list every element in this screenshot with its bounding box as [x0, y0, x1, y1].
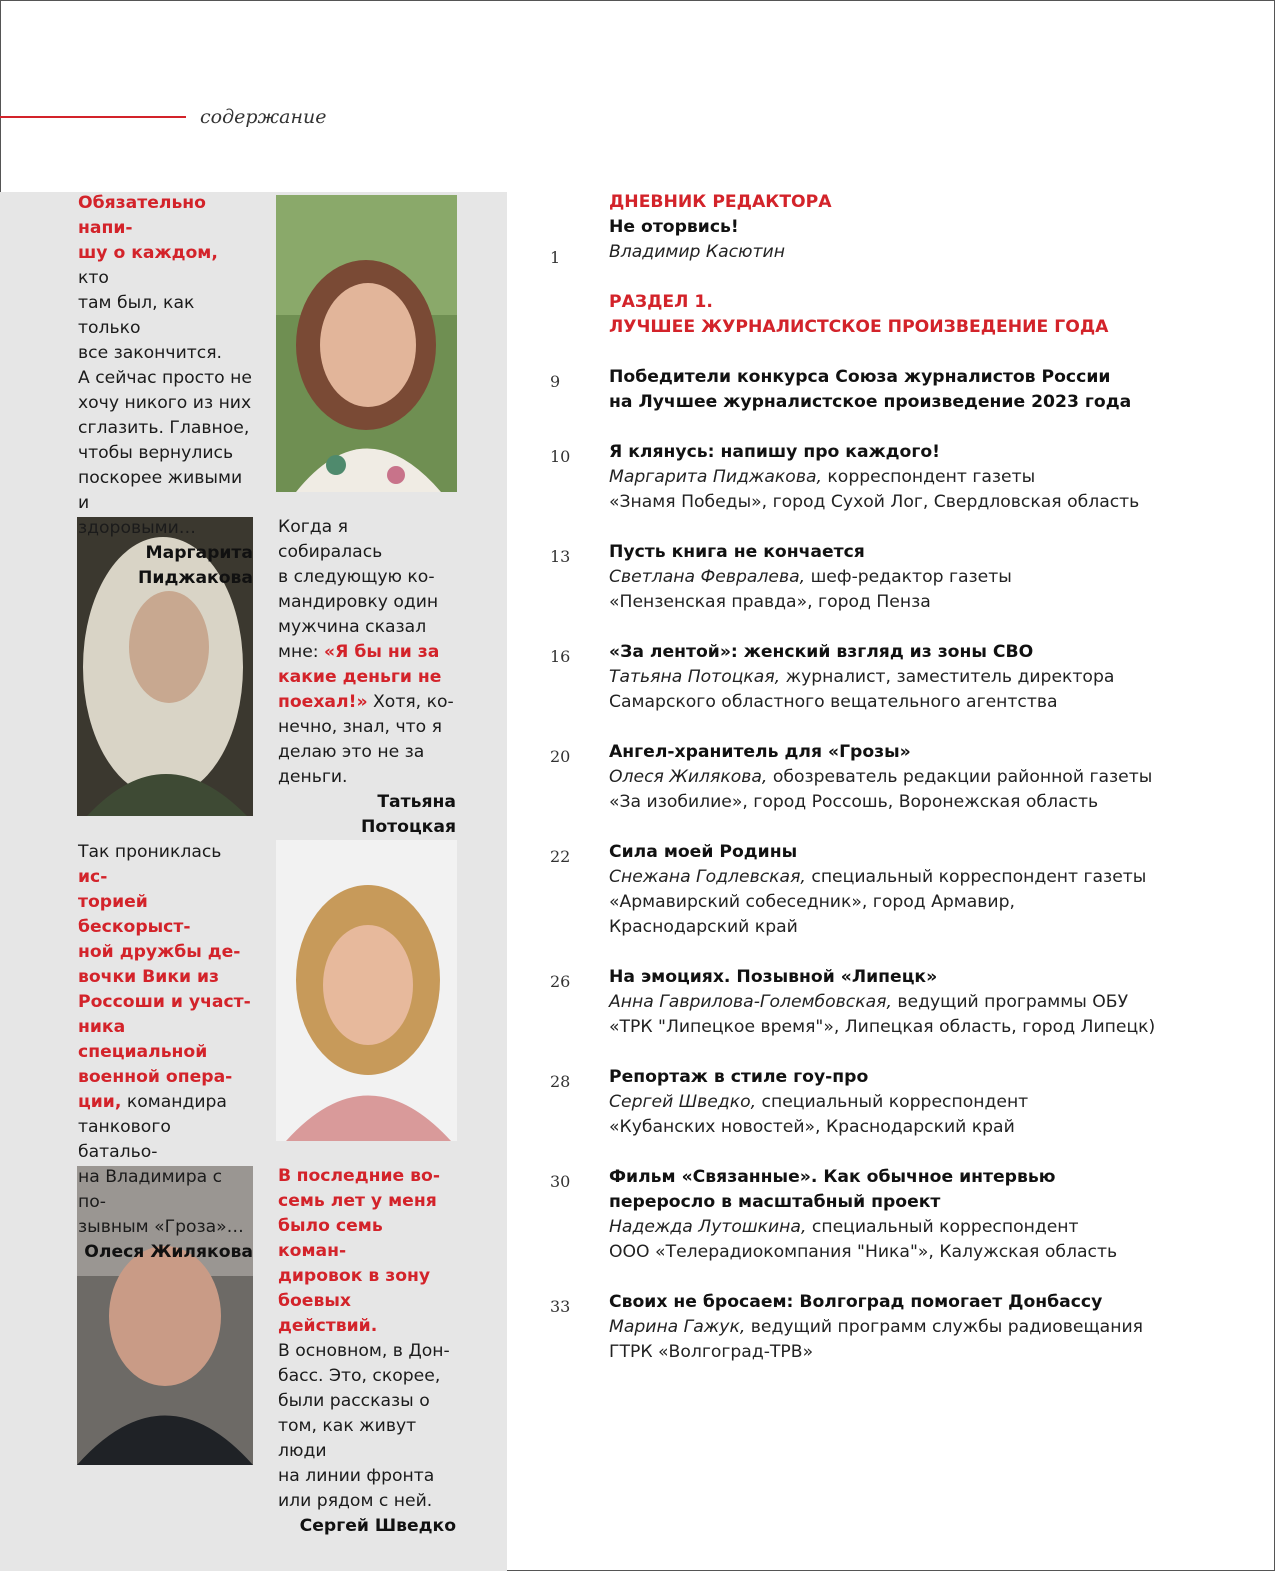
entry-desc: специальный корреспондент — [761, 1092, 1029, 1112]
quote-4-author: Сергей Шведко — [299, 1516, 456, 1536]
entry-desc: ведущий программ службы радиовещания — [750, 1317, 1143, 1337]
entry-title: на Лучшее журналистское произведение 2023 года — [609, 392, 1132, 412]
q3-highlight: ции, — [78, 1092, 122, 1112]
q4-highlight: боевых действий. — [278, 1291, 378, 1336]
q2-highlight: поехал!» — [278, 692, 368, 712]
q3-text: зывным «Гроза»… — [78, 1217, 244, 1237]
author-line: Маргарита — [145, 543, 253, 563]
q4-text: или рядом с ней. — [278, 1491, 433, 1511]
q2-text: мужчина сказал — [278, 617, 427, 637]
q2-text: мне: — [278, 642, 319, 662]
q3-text: танкового батальо- — [78, 1117, 171, 1162]
entry-desc: ООО «Телерадиокомпания "Ника"», Калужская область — [609, 1242, 1118, 1262]
q1-text: чтобы вернулись — [78, 443, 234, 463]
page-number: 10 — [550, 447, 571, 466]
author-line: Татьяна — [377, 792, 456, 812]
page-number: 13 — [550, 547, 571, 566]
entry-title: Не оторвись! — [609, 217, 739, 237]
quote-3-author: Олеся Жилякова — [84, 1242, 253, 1262]
q1-text: кто — [78, 268, 109, 288]
page-number: 33 — [550, 1297, 571, 1316]
portrait-photo-1 — [276, 195, 457, 492]
section-heading-line: ЛУЧШЕЕ ЖУРНАЛИСТСКОЕ ПРОИЗВЕДЕНИЕ ГОДА — [609, 317, 1109, 337]
page-number: 30 — [550, 1172, 571, 1191]
entry-desc: корреспондент газеты — [827, 467, 1036, 487]
entry-title: На эмоциях. Позывной «Липецк» — [609, 967, 938, 987]
entry-title: Фильм «Связанные». Как обычное интервью — [609, 1167, 1056, 1187]
entry-title: Пусть книга не кончается — [609, 542, 865, 562]
entry-desc: «Пензенская правда», город Пенза — [609, 592, 931, 612]
entry-author: Олеся Жилякова, — [609, 767, 768, 787]
q2-text: делаю это не за — [278, 742, 425, 762]
q4-text: были рассказы о — [278, 1391, 430, 1411]
page-number: 22 — [550, 847, 571, 866]
q1-hl-line: шу о каждом, — [78, 243, 218, 263]
q1-text: все закончится. — [78, 343, 223, 363]
entry-desc: «ТРК "Липецкое время"», Липецкая область, город Липецк) — [609, 1017, 1156, 1037]
q2-text: в следующую ко- — [278, 567, 435, 587]
header-rule — [0, 116, 186, 118]
section-1-heading — [609, 290, 1108, 340]
q3-text: Так прониклась — [78, 842, 222, 862]
q1-text: хочу никого из них — [78, 393, 252, 413]
quote-1-author — [78, 541, 253, 591]
quote-block-1 — [78, 191, 253, 591]
quote-1-highlight — [78, 193, 218, 263]
q4-text: на линии фронта — [278, 1466, 435, 1486]
entry-title: Репортаж в стиле гоу-про — [609, 1067, 869, 1087]
entry-title: Сила моей Родины — [609, 842, 798, 862]
q4-text: том, как живут люди — [278, 1416, 417, 1461]
q3-highlight: военной опера- — [78, 1067, 233, 1087]
entry-author: Снежана Годлевская, — [609, 867, 806, 887]
entry-title: Я клянусь: напишу про каждого! — [609, 442, 940, 462]
q2-text: нечно, знал, что я — [278, 717, 442, 737]
portrait-photo-3 — [276, 840, 457, 1141]
quote-block-2 — [278, 515, 456, 840]
q4-highlight: было семь коман- — [278, 1216, 383, 1261]
q2-text: деньги. — [278, 767, 348, 787]
entry-author: Анна Гаврилова-Голембовская, — [609, 992, 892, 1012]
entry-author: Марина Гажук, — [609, 1317, 746, 1337]
entry-desc: ГТРК «Волгоград-ТРВ» — [609, 1342, 814, 1362]
entry-desc: Самарского областного вещательного агентства — [609, 692, 1058, 712]
entry-desc: шеф-редактор газеты — [810, 567, 1012, 587]
entry-title: Победители конкурса Союза журналистов России — [609, 367, 1111, 387]
entry-title: Своих не бросаем: Волгоград помогает Донбассу — [609, 1292, 1103, 1312]
q1-text: А сейчас просто не — [78, 368, 252, 388]
entry-desc: «За изобилие», город Россошь, Воронежская область — [609, 792, 1099, 812]
quote-block-4 — [278, 1164, 456, 1539]
q2-highlight: «Я бы ни за — [324, 642, 440, 662]
q2-highlight: какие деньги не — [278, 667, 442, 687]
q3-highlight: ис- — [78, 867, 108, 887]
entry-author: Маргарита Пиджакова, — [609, 467, 822, 487]
q2-text: Хотя, ко- — [373, 692, 454, 712]
q3-highlight: Россоши и участ- — [78, 992, 251, 1012]
entry-desc: журналист, заместитель директора — [785, 667, 1115, 687]
page-number: 26 — [550, 972, 571, 991]
entry-desc: «Знамя Победы», город Сухой Лог, Свердловская область — [609, 492, 1140, 512]
entry-author: Надежда Лутошкина, — [609, 1217, 807, 1237]
entry-author: Владимир Касютин — [609, 242, 785, 262]
q3-highlight: ника специальной — [78, 1017, 208, 1062]
entry-desc: Краснодарский край — [609, 917, 798, 937]
q1-text: здоровыми… — [78, 518, 196, 538]
q4-highlight: последние во- — [296, 1166, 440, 1186]
quote-block-3 — [78, 840, 253, 1265]
q4-text: басс. Это, скорее, — [278, 1366, 441, 1386]
q3-highlight: торией бескорыст- — [78, 892, 191, 937]
section-heading-line: РАЗДЕЛ 1. — [609, 292, 713, 312]
author-line: Пиджакова — [138, 568, 253, 588]
q4-text: В — [278, 1166, 292, 1186]
page-number: 28 — [550, 1072, 571, 1091]
entry-author: Светлана Февралева, — [609, 567, 806, 587]
q1-text: там был, как только — [78, 293, 195, 338]
entry-title: переросло в масштабный проект — [609, 1192, 941, 1212]
entry-title: Ангел-хранитель для «Грозы» — [609, 742, 911, 762]
q1-text: поскорее живыми и — [78, 468, 243, 513]
page-number: 9 — [550, 372, 561, 391]
entry-desc: специальный корреспондент — [811, 1217, 1079, 1237]
author-line: Потоцкая — [360, 817, 456, 837]
entry-desc: «Армавирский собеседник», город Армавир, — [609, 892, 1015, 912]
q1-hl-line: Обязательно напи- — [78, 193, 206, 238]
q4-highlight: семь лет у меня — [278, 1191, 437, 1211]
page-number: 20 — [550, 747, 571, 766]
page-title: содержание — [200, 106, 327, 128]
quote-2-author — [278, 790, 456, 840]
q3-text: на Владимира с по- — [78, 1167, 223, 1212]
q4-highlight: дировок в зону — [278, 1266, 431, 1286]
entry-desc: ведущий программы ОБУ — [897, 992, 1129, 1012]
q3-highlight: ной дружбы де- — [78, 942, 241, 962]
entry-desc: обозреватель редакции районной газеты — [772, 767, 1153, 787]
page-number: 1 — [550, 248, 561, 267]
entry-desc: специальный корреспондент газеты — [811, 867, 1147, 887]
q3-highlight: вочки Вики из — [78, 967, 220, 987]
entry-author: Татьяна Потоцкая, — [609, 667, 781, 687]
q2-text: мандировку один — [278, 592, 439, 612]
entry-author: Сергей Шведко, — [609, 1092, 757, 1112]
q1-text: сглазить. Главное, — [78, 418, 250, 438]
q4-text: В основном, в Дон- — [278, 1341, 450, 1361]
entry-desc: «Кубанских новостей», Краснодарский край — [609, 1117, 1015, 1137]
q2-text: Когда я собиралась — [278, 517, 383, 562]
q3-text: командира — [126, 1092, 227, 1112]
page-number: 16 — [550, 647, 571, 666]
editor-diary-heading: ДНЕВНИК РЕДАКТОРА — [609, 192, 832, 212]
entry-title: «За лентой»: женский взгляд из зоны СВО — [609, 642, 1034, 662]
